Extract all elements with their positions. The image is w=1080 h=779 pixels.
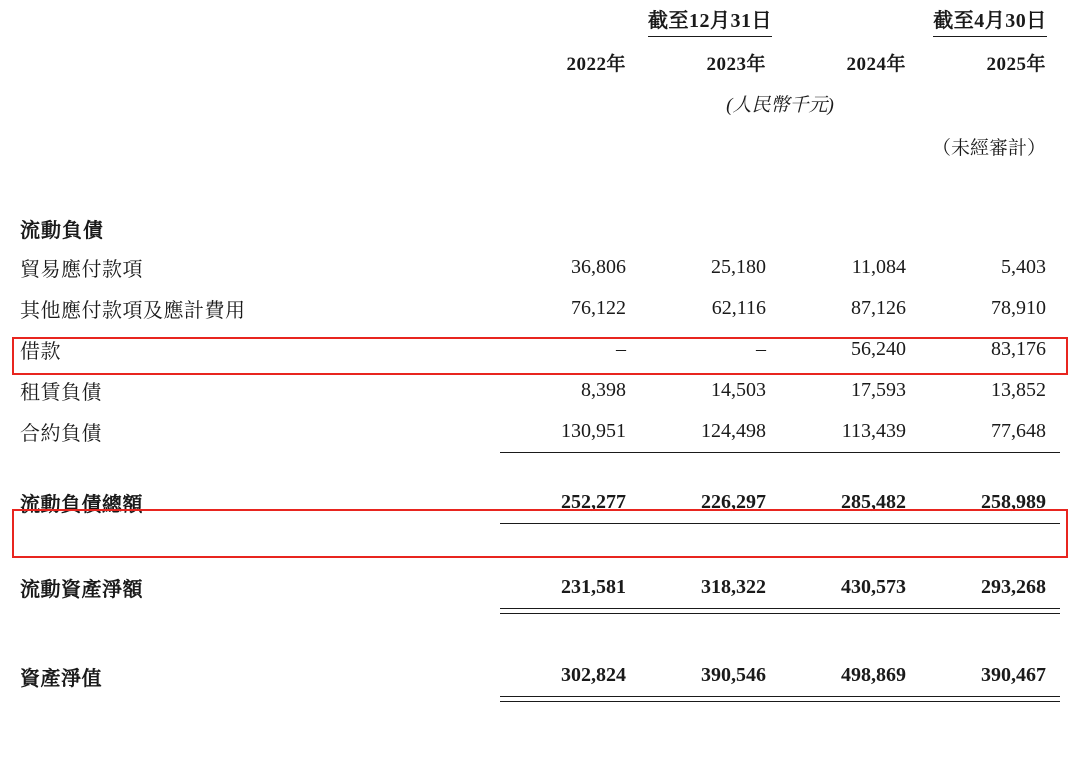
header-year-2024: 2024年 [846,54,907,75]
section-title-current-liabilities [20,208,1060,247]
table-row [20,288,1060,329]
row-value-2025: 78,910 [991,297,1047,319]
table-header-years [20,43,1060,84]
header-year-2025: 2025年 [986,54,1047,75]
row-value-2023: 390,546 [701,664,766,687]
row-label: 借款 [20,341,61,363]
row-value-2024: 498,869 [841,664,907,687]
row-value-2025: 83,176 [991,338,1047,360]
total-value-2023: 226,297 [701,490,766,513]
row-value-2024: 11,084 [851,256,907,278]
header-blank-cell [20,0,500,43]
row-value-2024: 430,573 [841,575,907,598]
row-value-2022: 130,951 [561,419,626,442]
header-group-dec31 [500,0,920,43]
row-value-2025: 77,648 [991,419,1047,442]
row-value-2023: 318,322 [701,575,766,598]
row-value-2022: 76,122 [571,297,626,319]
header-group-apr30-label: 截至4月30日 [933,10,1047,37]
row-value-2025: 293,268 [981,575,1047,598]
header-years-blank [20,43,500,84]
unaudited-spacer-2 [640,123,780,166]
row-label: 其他應付款項及應計費用 [20,300,246,322]
row-value-2022: 36,806 [571,256,626,278]
total-value-2022: 252,277 [561,490,626,513]
unit-spacer-2 [920,84,1060,123]
row-value-2022: 231,581 [561,575,626,598]
unit-spacer-1 [500,84,640,123]
net-assets-double-rule [20,697,1060,702]
row-value-2022: 8,398 [581,379,626,401]
financial-table [20,0,1060,702]
row-value-2023: 62,116 [711,297,766,319]
table-row-total-current-liabilities [20,482,1060,523]
header-year-2022: 2022年 [566,54,626,75]
row-value-2025: 390,467 [981,664,1047,687]
row-value-2024: 87,126 [851,297,907,319]
row-label: 資產淨值 [20,667,102,690]
table-header-unaudited [20,123,1060,166]
total-value-2024: 285,482 [841,490,907,513]
row-label: 流動資產淨額 [20,579,143,601]
header-group-dec31-label: 截至12月31日 [648,10,772,37]
spacer-after-header [20,166,1060,208]
row-value-2023: – [756,338,766,360]
spacer-after-total [20,525,1060,567]
table-row-net-current-assets [20,567,1060,608]
table-row [20,370,1060,411]
row-value-2023: 124,498 [701,419,766,442]
row-value-2022: 302,824 [561,664,626,687]
row-value-2025: 13,852 [991,379,1047,401]
unaudited-spacer-3 [780,123,920,166]
table-row [20,411,1060,452]
table-row [20,247,1060,288]
unaudited-blank [20,123,500,166]
row-value-2025: 5,403 [1001,256,1047,278]
unaudited-note: （未經審計） [932,138,1047,159]
spacer-before-total [20,454,1060,482]
section-title-label: 流動負債 [20,220,104,242]
total-label: 流動負債總額 [20,494,143,516]
table-header-unit [20,84,1060,123]
row-value-2022: – [616,338,626,360]
row-label: 合約負債 [20,423,102,445]
header-year-2023: 2023年 [706,54,766,75]
row-value-2024: 17,593 [851,379,907,401]
table-row-net-assets [20,656,1060,697]
row-value-2024: 113,439 [841,419,907,442]
unit-blank [20,84,500,123]
row-value-2024: 56,240 [851,338,907,360]
header-group-apr30 [920,0,1060,43]
spacer-after-net-current-assets [20,613,1060,656]
row-label: 租賃負債 [20,382,102,404]
table-row-borrowings [20,329,1060,370]
unaudited-spacer-1 [500,123,640,166]
row-label: 貿易應付款項 [20,259,143,281]
row-value-2023: 14,503 [711,379,766,401]
table-header-groups [20,0,1060,43]
row-value-2023: 25,180 [711,256,766,278]
unit-note: (人民幣千元) [726,95,834,116]
total-value-2025: 258,989 [981,490,1047,513]
